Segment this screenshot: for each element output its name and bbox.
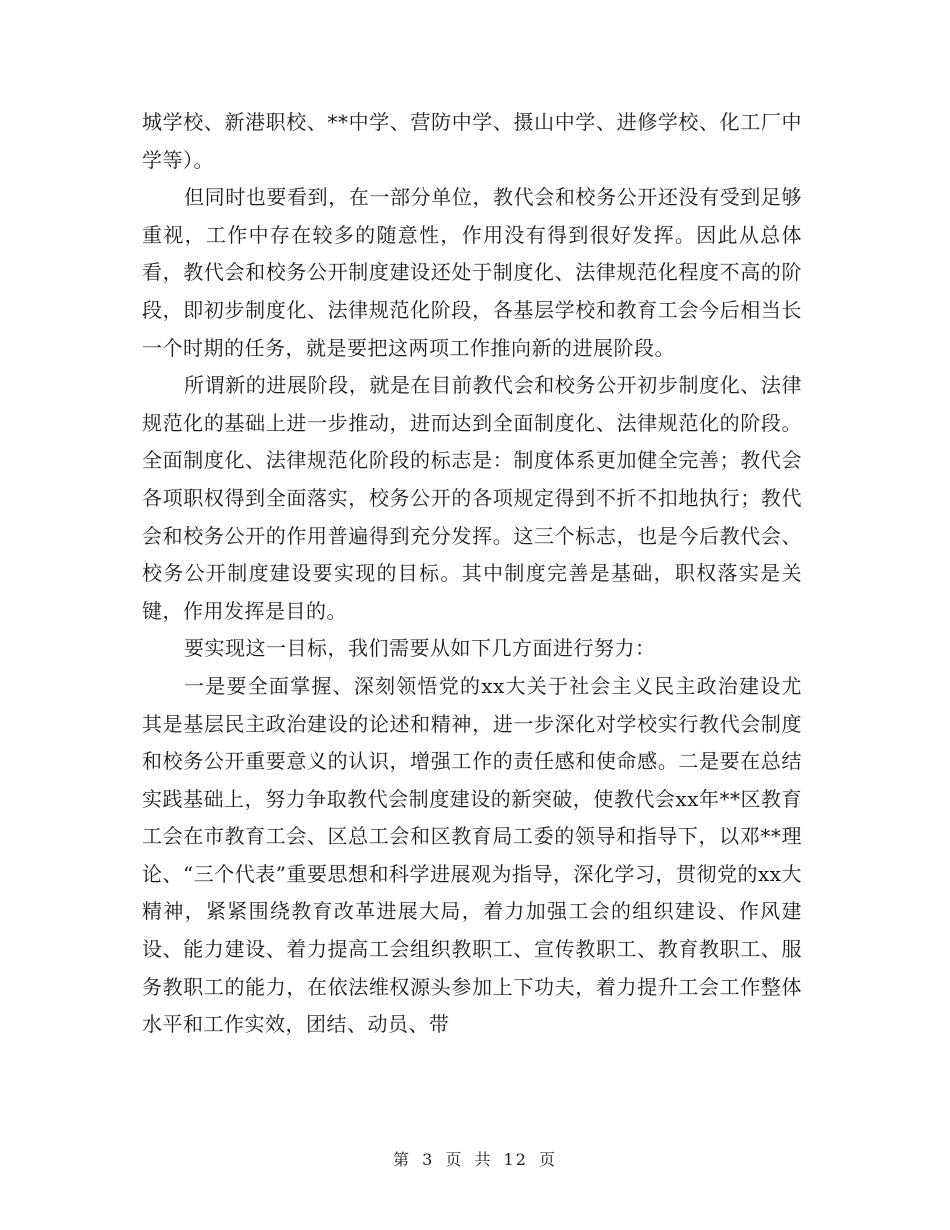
paragraph-2: 但同时也要看到，在一部分单位，教代会和校务公开还没有受到足够重视，工作中存在较多的随意性，作用没有得到很好发挥。因此从总体看，教代会和校务公开制度建设还处于制度化、法律规范化程度不高的阶段，即初步制度化、法律规范化阶段，各基层学校和教育工会今后相当长一个时期的任务，就是要把这两项工作推向新的进展阶段。 [142,185,802,360]
page-body [142,104,802,1044]
page-number-footer: 第 3 页 共 12 页 [393,1150,557,1169]
paragraph-1: 城学校、新港职校、**中学、营防中学、摄山中学、进修学校、化工厂中学等）。 [142,110,802,172]
paragraph-3: 所谓新的进展阶段，就是在目前教代会和校务公开初步制度化、法律规范化的基础上进一步推动，进而达到全面制度化、法律规范化的阶段。全面制度化、法律规范化阶段的标志是：制度体系更加健全完善；教代会各项职权得到全面落实，校务公开的各项规定得到不折不扣地执行；教代会和校务公开的作用普遍得到充分发挥。这三个标志，也是今后教代会、校务公开制度建设要实现的目标。其中制度完善是基础，职权落实是关键，作用发挥是目的。 [142,373,802,623]
paragraph-5: 一是要全面掌握、深刻领悟党的xx大关于社会主义民主政治建设尤其是基层民主政治建设的论述和精神，进一步深化对学校实行教代会制度和校务公开重要意义的认识，增强工作的责任感和使命感。二是要在总结实践基础上，努力争取教代会制度建设的新突破，使教代会xx年**区教育工会在市教育工会、区总工会和区教育局工委的领导和指导下，以邓**理论、“三个代表”重要思想和科学进展观为指导，深化学习，贯彻党的xx大精神，紧紧围绕教育改革进展大局，着力加强工会的组织建设、作风建设、能力建设、着力提高工会组织教职工、宣传教职工、教育教职工、服务教职工的能力，在依法维权源头参加上下功夫，着力提升工会工作整体水平和工作实效，团结、动员、带 [142,673,803,1037]
paragraph-4: 要实现这一目标，我们需要从如下几方面进行努力： [184,636,656,661]
